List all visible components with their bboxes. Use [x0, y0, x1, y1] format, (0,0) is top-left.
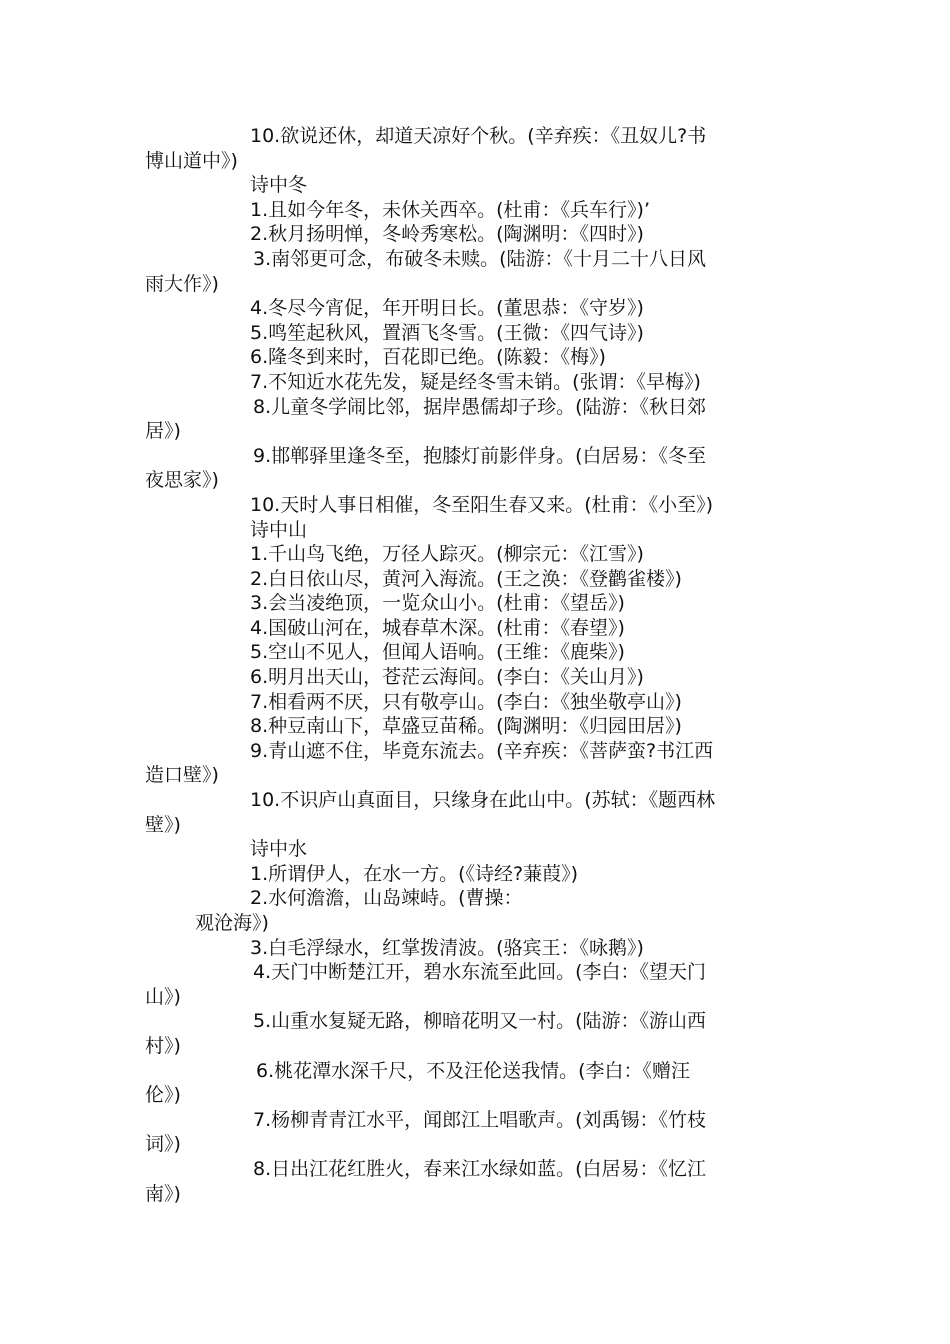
poem-line-continuation: 伦》): [145, 1084, 181, 1107]
poem-line: 4.天门中断楚江开，碧水东流至此回。(李白：《望天门: [253, 961, 707, 984]
poem-line-continuation: 夜思家》): [145, 469, 219, 492]
poem-line: 9.青山遮不住，毕竟东流去。(辛弃疾：《菩萨蛮?书江西: [250, 739, 714, 762]
poem-line: 6.隆冬到来时，百花即已绝。(陈毅：《梅》): [250, 346, 606, 369]
poem-line-continuation: 博山道中》): [145, 149, 238, 172]
poem-line-continuation: 造口壁》): [145, 764, 219, 787]
poem-line-continuation: 山》): [145, 985, 181, 1008]
poem-line: 1.且如今年冬，未休关西卒。(杜甫：《兵车行》)’: [250, 198, 650, 221]
poem-line: 6.桃花潭水深千尺，不及汪伦送我情。(李白：《赠汪: [256, 1059, 691, 1082]
poem-line: 4.冬尽今宵促，年开明日长。(董思恭：《守岁》): [250, 297, 644, 320]
poem-line: 7.相看两不厌，只有敬亭山。(李白：《独坐敬亭山》): [250, 690, 682, 713]
poem-line-continuation: 观沧海》): [195, 912, 269, 934]
section-heading-water: 诗中水: [250, 838, 308, 861]
poem-line: 10.欲说还休，却道天凉好个秋。(辛弃疾：《丑奴儿?书: [250, 125, 707, 147]
poem-line: 5.山重水复疑无路，柳暗花明又一村。(陆游：《游山西: [253, 1010, 707, 1033]
poem-line: 8.日出江花红胜火，春来江水绿如蓝。(白居易：《忆江: [253, 1157, 707, 1180]
poem-line: 3.会当凌绝顶，一览众山小。(杜甫：《望岳》): [250, 592, 625, 615]
poem-line: 1.所谓伊人，在水一方。(《诗经?蒹葭》): [250, 862, 579, 885]
poem-line: 3.白毛浮绿水，红掌拨清波。(骆宾王：《咏鹅》): [250, 936, 644, 959]
section-heading-mountain: 诗中山: [250, 518, 308, 541]
poem-line: 1.千山鸟飞绝，万径人踪灭。(柳宗元：《江雪》): [250, 543, 644, 566]
poem-line-continuation: 村》): [145, 1034, 181, 1057]
poem-line: 5.鸣笙起秋风，置酒飞冬雪。(王微：《四气诗》): [250, 321, 644, 344]
poem-line: 7.杨柳青青江水平，闻郎江上唱歌声。(刘禹锡：《竹枝: [253, 1108, 707, 1131]
poem-line: 3.南邻更可念，布破冬未赎。(陆游：《十月二十八日风: [253, 247, 707, 270]
poem-line: 9.邯郸驿里逢冬至，抱膝灯前影伴身。(白居易：《冬至: [253, 444, 707, 467]
poem-line: 7.不知近水花先发，疑是经冬雪未销。(张谓：《早梅》): [250, 370, 701, 393]
poem-line: 2.秋月扬明惮，冬岭秀寒松。(陶渊明：《四时》): [250, 223, 644, 246]
poem-line: 2.白日依山尽，黄河入海流。(王之涣：《登鹳雀楼》): [250, 567, 682, 590]
poem-line: 5.空山不见人，但闻人语响。(王维：《鹿柴》): [250, 641, 625, 664]
poem-line-continuation: 居》): [145, 420, 181, 443]
poem-line: 6.明月出天山，苍茫云海间。(李白：《关山月》): [250, 666, 644, 689]
section-heading-winter: 诗中冬: [250, 174, 308, 197]
poem-line: 10.天时人事日相催，冬至阳生春又来。(杜甫：《小至》): [250, 493, 714, 516]
poem-line-continuation: 壁》): [145, 813, 181, 836]
poem-line: 10.不识庐山真面目，只缘身在此山中。(苏轼：《题西林: [250, 789, 716, 812]
poem-list: [145, 124, 807, 1206]
poem-line-continuation: 南》): [145, 1182, 181, 1205]
poem-line: 8.种豆南山下，草盛豆苗稀。(陶渊明：《归园田居》): [250, 715, 682, 738]
poem-line: 8.儿童冬学闹比邻，据岸愚儒却子珍。(陆游：《秋日郊: [253, 395, 707, 418]
poem-line-continuation: 雨大作》): [145, 272, 219, 295]
poem-line: 4.国破山河在，城春草木深。(杜甫：《春望》): [250, 616, 625, 639]
poem-line-continuation: 词》): [145, 1133, 181, 1156]
poem-line: 2.水何澹澹，山岛竦峙。(曹操：: [250, 887, 523, 910]
